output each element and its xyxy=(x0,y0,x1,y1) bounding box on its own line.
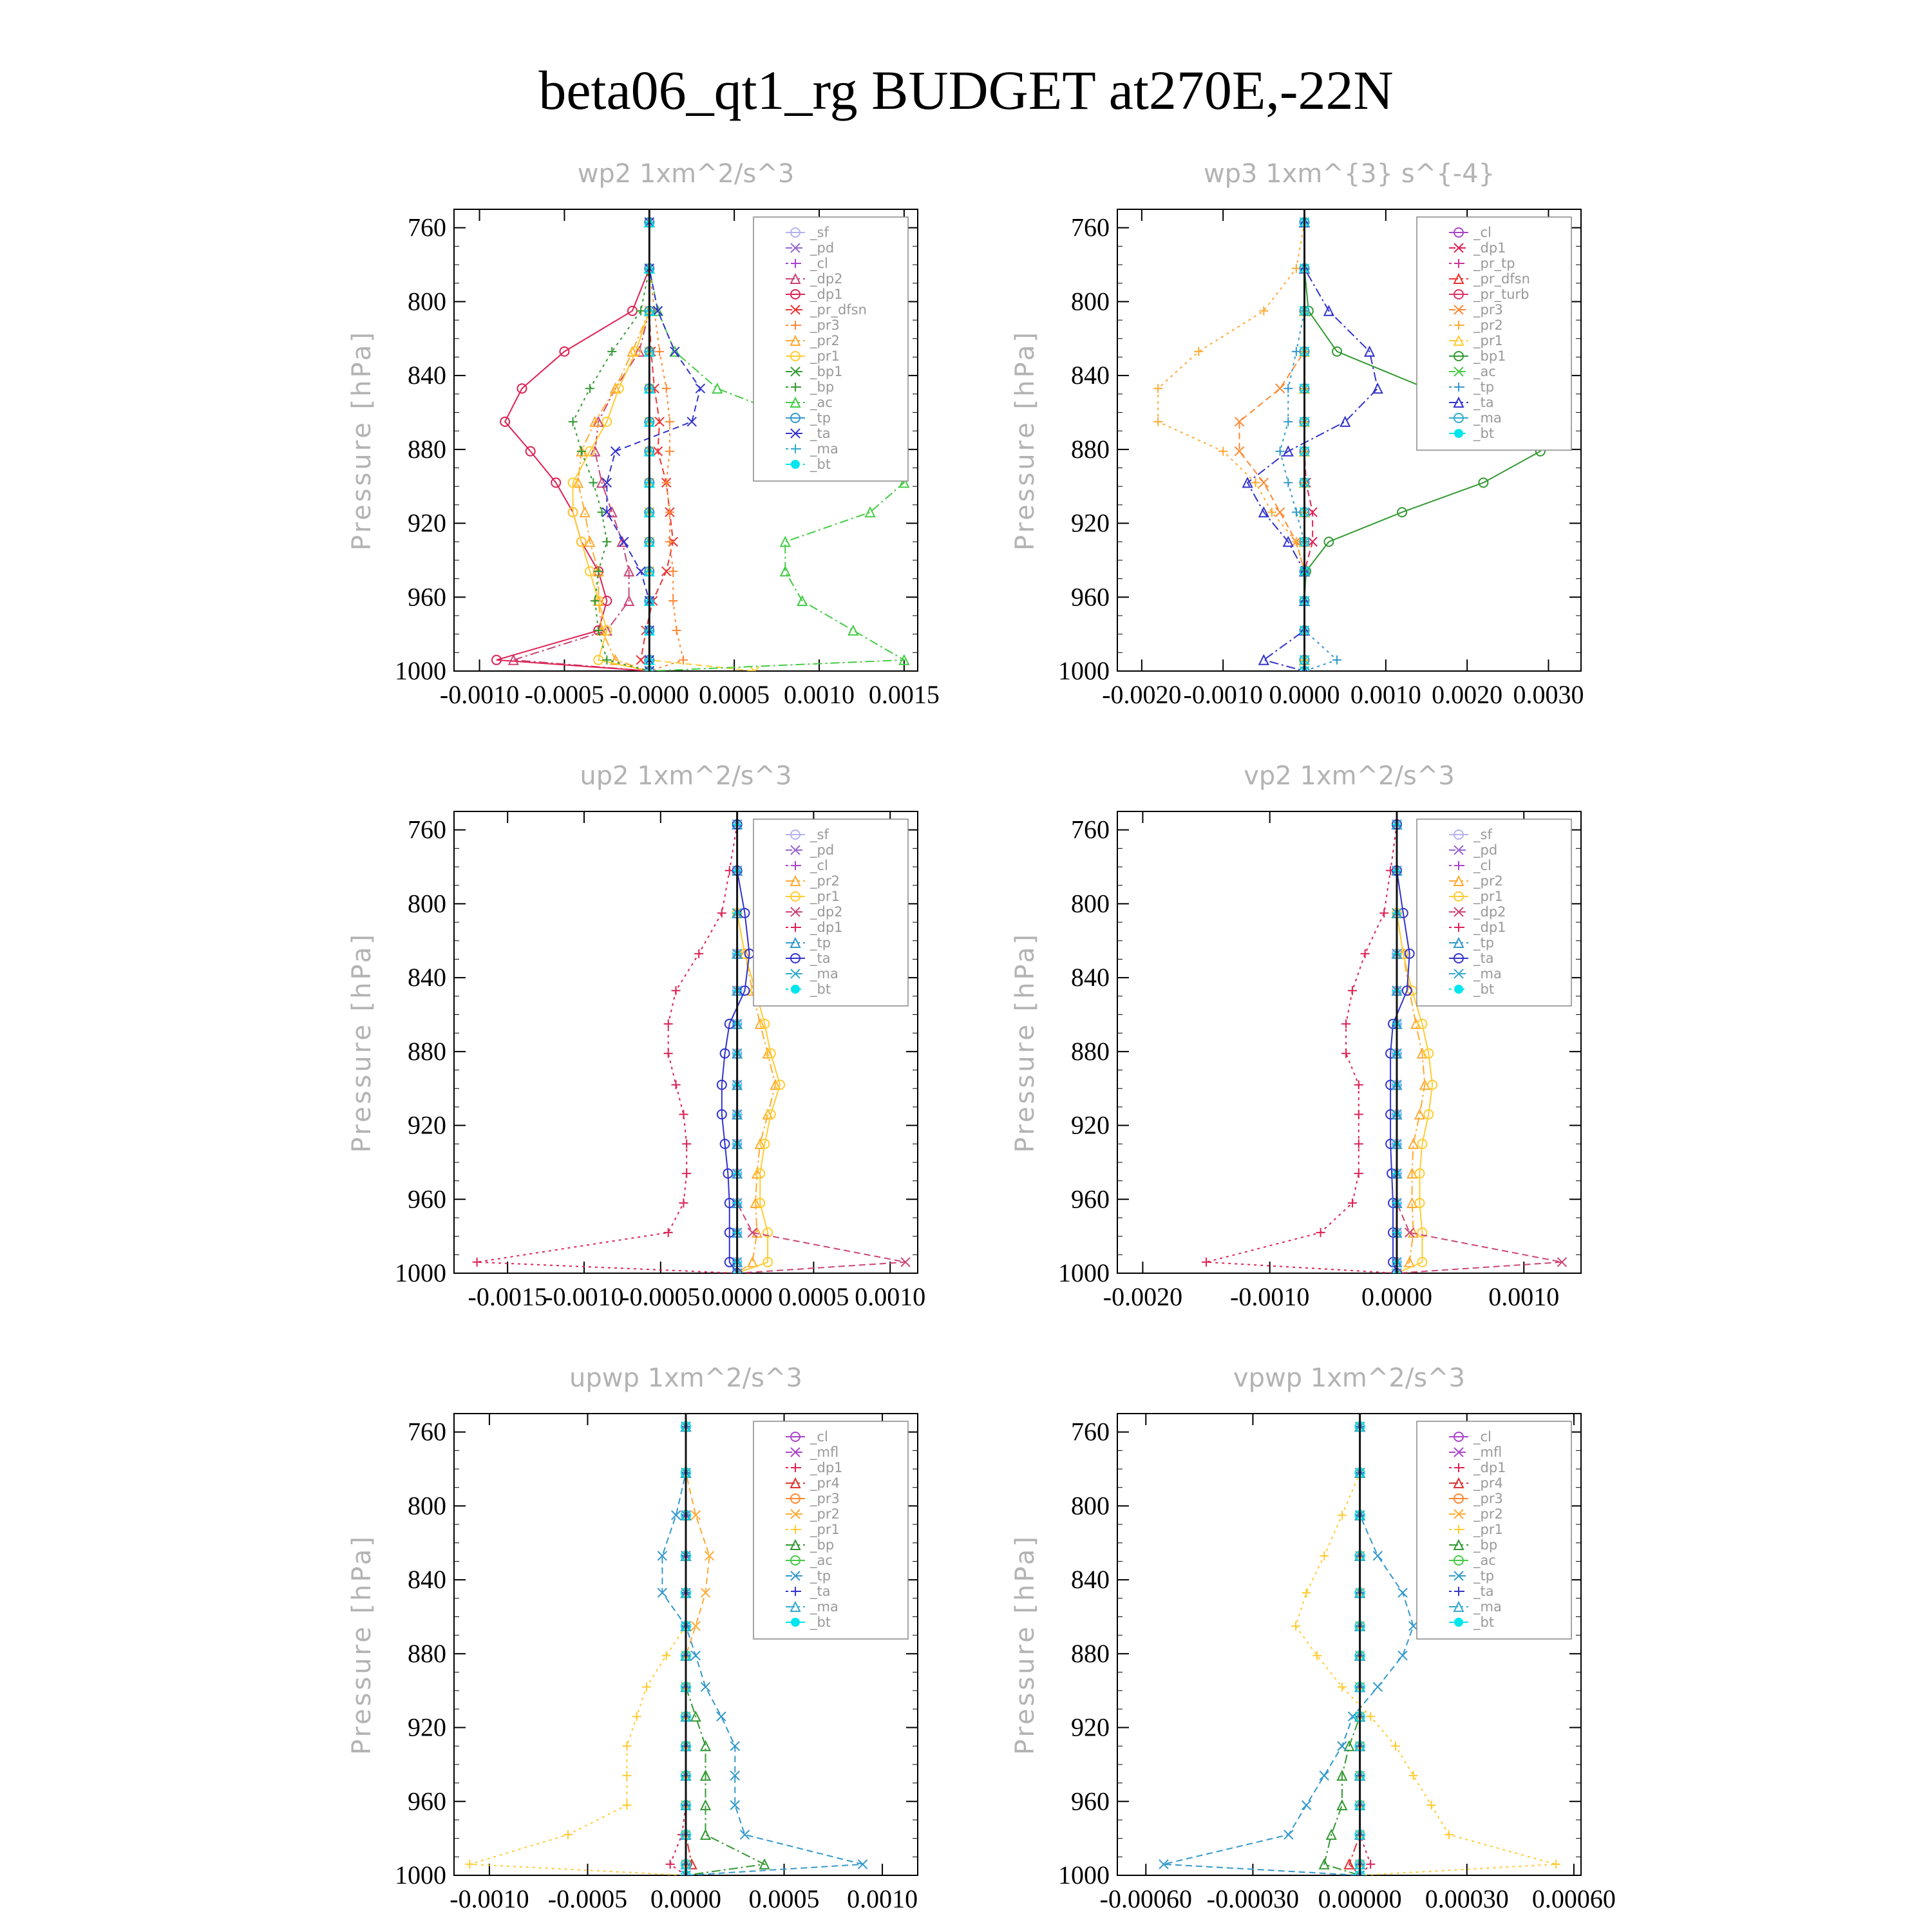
legend-entry: _dp1 xyxy=(810,1460,843,1475)
y-tick-label: 880 xyxy=(1071,1036,1110,1066)
x-tick-label: 0.0010 xyxy=(855,1282,926,1311)
data-point xyxy=(1444,1830,1454,1839)
y-tick-label: 840 xyxy=(1071,963,1110,992)
legend-entry: _dp2 xyxy=(810,271,843,287)
legend-entry: _cl xyxy=(810,858,828,873)
y-tick-label: 1000 xyxy=(395,1861,446,1889)
data-point xyxy=(1291,1622,1300,1631)
panel-title: up2 1xm^2/s^3 xyxy=(580,761,792,791)
legend-entry: _tp xyxy=(810,410,831,426)
figure-title: beta06_qt1_rg BUDGET at270E,-22N xyxy=(538,59,1394,121)
data-point xyxy=(1398,1588,1407,1597)
legend-entry: _bp1 xyxy=(810,364,843,379)
legend-entry: _pr1 xyxy=(810,348,840,364)
data-point xyxy=(1354,1139,1363,1148)
y-tick-label: 920 xyxy=(1071,508,1110,538)
series-line-dp1 xyxy=(1206,824,1397,1273)
legend-entry: _pr3 xyxy=(810,317,840,333)
data-point xyxy=(602,537,611,546)
legend-entry: _pd xyxy=(1473,842,1498,858)
data-point xyxy=(691,1651,700,1660)
data-point xyxy=(713,384,722,393)
legend-entry: _bt xyxy=(810,457,831,472)
data-point xyxy=(679,1110,688,1119)
data-point xyxy=(1366,1860,1375,1869)
x-tick-label: 0.0010 xyxy=(847,1884,918,1913)
legend-entry: _bp xyxy=(1473,1537,1498,1553)
legend-entry: _ac xyxy=(1473,1553,1496,1568)
chart-panel-5 xyxy=(347,1363,918,1913)
y-tick-label: 960 xyxy=(408,582,446,612)
data-point xyxy=(1379,909,1388,918)
y-tick-label: 800 xyxy=(408,1491,446,1520)
y-tick-label: 760 xyxy=(1071,815,1110,844)
data-point xyxy=(1302,1801,1311,1810)
legend-entry: _sf xyxy=(1473,827,1492,842)
y-tick-label: 960 xyxy=(1071,1184,1110,1214)
legend-entry: _bp xyxy=(810,1537,835,1553)
legend-entry: _ac xyxy=(810,395,833,410)
data-point xyxy=(607,347,616,356)
data-point xyxy=(1202,1258,1211,1267)
legend-entry: _ac xyxy=(1473,364,1496,379)
data-point xyxy=(694,949,703,958)
y-tick-label: 880 xyxy=(408,434,446,464)
y-tick-label: 960 xyxy=(408,1184,446,1214)
x-tick-label: -0.0015 xyxy=(468,1282,547,1311)
data-point xyxy=(1415,1110,1424,1119)
data-point xyxy=(465,1860,474,1869)
x-tick-label: -0.0010 xyxy=(439,680,520,709)
data-point xyxy=(748,1258,757,1267)
panel-title: vp2 1xm^2/s^3 xyxy=(1244,761,1455,791)
data-point xyxy=(664,1049,673,1058)
y-tick-label: 1000 xyxy=(1058,1861,1110,1889)
data-point xyxy=(585,384,594,393)
legend-entry: _ma xyxy=(810,966,838,981)
y-tick-label: 1000 xyxy=(395,1258,446,1287)
x-tick-label: -0.0005 xyxy=(547,1884,628,1913)
data-point xyxy=(849,626,858,635)
legend-entry: _tp xyxy=(1473,379,1495,395)
legend-entry: _mfl xyxy=(810,1444,839,1460)
x-tick-label: 0.0000 xyxy=(1361,1282,1432,1311)
chart-panel-2 xyxy=(1010,159,1584,709)
x-tick-label: 0.0000 xyxy=(1269,680,1340,709)
data-point xyxy=(672,626,681,635)
data-point xyxy=(672,986,681,995)
x-tick-label: 0.0030 xyxy=(1513,680,1584,709)
data-point xyxy=(632,1712,641,1721)
chart-panel-3 xyxy=(347,761,925,1311)
data-point xyxy=(473,1258,482,1267)
legend-entry: _pr2 xyxy=(1473,1506,1503,1522)
series-line-pr1 xyxy=(469,1426,686,1875)
legend-entry: _mfl xyxy=(1473,1444,1502,1460)
data-point xyxy=(636,567,645,576)
data-point xyxy=(642,1682,651,1691)
data-point xyxy=(564,1830,573,1839)
legend-marker xyxy=(1454,985,1463,994)
x-tick-label: -0.0020 xyxy=(1102,680,1182,709)
legend-entry: _tp xyxy=(1473,935,1495,951)
y-tick-label: 880 xyxy=(1071,1638,1110,1668)
data-point xyxy=(620,537,629,546)
legend-entry: _pr_dfsn xyxy=(810,302,867,317)
data-point xyxy=(665,417,674,426)
y-tick-label: 960 xyxy=(1071,582,1110,612)
legend-entry: _pd xyxy=(810,842,835,858)
y-tick-label: 800 xyxy=(1071,1491,1110,1520)
data-point xyxy=(672,1080,681,1089)
data-point xyxy=(1354,1169,1363,1178)
y-axis-label: Pressure [hPa] xyxy=(1010,932,1040,1153)
legend-entry: _pd xyxy=(810,240,835,256)
y-tick-label: 1000 xyxy=(1058,656,1110,685)
legend-entry: _sf xyxy=(810,225,829,240)
data-point xyxy=(666,1860,675,1869)
legend-entry: _bt xyxy=(1473,1615,1495,1630)
data-point xyxy=(607,507,616,516)
data-point xyxy=(717,1712,726,1721)
x-tick-label: -0.0010 xyxy=(544,1282,624,1311)
legend-entry: _ma xyxy=(810,441,838,457)
legend-entry: _dp1 xyxy=(1473,1460,1506,1475)
data-point xyxy=(611,447,620,456)
legend-entry: _ac xyxy=(810,1553,833,1568)
data-point xyxy=(682,1139,691,1148)
data-point xyxy=(1426,1801,1435,1810)
data-point xyxy=(687,417,696,426)
data-point xyxy=(1361,949,1370,958)
legend-entry: _pr3 xyxy=(810,1491,840,1506)
y-tick-label: 880 xyxy=(408,1638,446,1668)
data-point xyxy=(1366,1712,1375,1721)
legend-entry: _ma xyxy=(1473,1599,1502,1615)
chart-panel-4 xyxy=(1010,761,1581,1311)
data-point xyxy=(691,1511,700,1520)
legend-entry: _bp1 xyxy=(1473,348,1506,364)
y-tick-label: 880 xyxy=(1071,434,1110,464)
legend-entry: _dp1 xyxy=(1473,240,1506,256)
legend-entry: _ta xyxy=(1473,395,1494,410)
legend-entry: _pr2 xyxy=(810,1506,840,1522)
x-tick-label: -0.0005 xyxy=(621,1282,701,1311)
y-tick-label: 760 xyxy=(408,815,446,844)
legend-entry: _pr2 xyxy=(1473,873,1503,889)
legend-entry: _ta xyxy=(810,426,831,441)
y-tick-label: 760 xyxy=(408,1417,446,1446)
x-tick-label: 0.00000 xyxy=(1318,1884,1402,1913)
y-tick-label: 920 xyxy=(408,1110,446,1140)
legend-entry: _bt xyxy=(810,1615,831,1630)
panel-title: upwp 1xm^2/s^3 xyxy=(569,1363,802,1393)
y-tick-label: 880 xyxy=(408,1036,446,1066)
series-line-pr2 xyxy=(1158,222,1304,671)
data-point xyxy=(1338,1801,1347,1810)
y-tick-label: 840 xyxy=(408,1565,446,1595)
legend-entry: _pr4 xyxy=(1473,1475,1503,1491)
data-point xyxy=(1341,1019,1350,1028)
legend-entry: _bt xyxy=(1473,981,1495,997)
y-tick-label: 840 xyxy=(1071,1565,1110,1595)
panel-title: wp2 1xm^2/s^3 xyxy=(577,159,795,189)
series-line-tp xyxy=(1164,1426,1414,1875)
data-point xyxy=(668,596,677,605)
legend-entry: _pr3 xyxy=(1473,1491,1503,1506)
data-point xyxy=(622,1771,631,1780)
y-tick-label: 920 xyxy=(408,508,446,538)
legend-entry: _dp1 xyxy=(810,287,843,302)
legend-entry: _dp1 xyxy=(810,920,843,935)
series-line-pr1x xyxy=(649,222,755,671)
legend-marker xyxy=(1454,1618,1463,1627)
legend-entry: _cl xyxy=(810,256,828,271)
data-point xyxy=(1338,1511,1347,1520)
chart-panel-6 xyxy=(1010,1363,1616,1913)
y-tick-label: 1000 xyxy=(395,656,446,685)
data-point xyxy=(580,507,589,516)
data-point xyxy=(1284,1830,1293,1839)
data-point xyxy=(1316,1228,1325,1237)
data-point xyxy=(672,1511,681,1520)
data-point xyxy=(1354,1110,1363,1119)
x-tick-label: 0.0020 xyxy=(1432,680,1503,709)
x-tick-label: 0.0015 xyxy=(868,680,940,709)
x-tick-label: -0.00030 xyxy=(1206,1884,1300,1913)
legend-entry: _pr2 xyxy=(810,873,840,889)
data-point xyxy=(691,1622,700,1631)
x-tick-label: 0.0005 xyxy=(699,680,770,709)
legend-entry: _cl xyxy=(1473,225,1492,240)
legend-entry: _bp xyxy=(810,379,835,395)
data-point xyxy=(1302,1588,1311,1597)
data-point xyxy=(589,478,598,487)
y-tick-label: 840 xyxy=(1071,361,1110,390)
data-point xyxy=(682,1169,691,1178)
legend-entry: _pr2 xyxy=(1473,317,1503,333)
data-point xyxy=(781,567,790,576)
series-line-dp1 xyxy=(477,824,737,1273)
chart-panel-1 xyxy=(347,159,940,709)
legend-entry: _pr_dfsn xyxy=(1473,271,1530,287)
data-point xyxy=(1398,1651,1407,1660)
y-tick-label: 1000 xyxy=(1058,1258,1110,1287)
x-tick-label: -0.0010 xyxy=(1230,1282,1310,1311)
data-point xyxy=(636,307,645,316)
series-line-pr3 xyxy=(649,222,683,671)
data-point xyxy=(622,1801,631,1810)
data-point xyxy=(1251,478,1260,487)
x-tick-label: 0.0000 xyxy=(650,1884,721,1913)
data-point xyxy=(1373,1551,1382,1560)
x-tick-label: 0.0010 xyxy=(784,680,855,709)
data-point xyxy=(655,347,664,356)
legend-entry: _pr1 xyxy=(810,889,840,904)
legend-entry: _tp xyxy=(810,1568,831,1584)
data-point xyxy=(858,1860,867,1869)
data-point xyxy=(696,384,705,393)
y-tick-label: 760 xyxy=(408,213,446,242)
y-axis-label: Pressure [hPa] xyxy=(1010,330,1040,551)
legend-entry: _ta xyxy=(1473,951,1494,966)
series-line-bp xyxy=(1324,1426,1359,1875)
x-tick-label: 0.00060 xyxy=(1531,1884,1616,1913)
x-tick-label: -0.0010 xyxy=(450,1884,529,1913)
legend-entry: _cl xyxy=(1473,1429,1492,1444)
legend-entry: _pr1 xyxy=(1473,333,1503,348)
data-point xyxy=(741,1830,750,1839)
data-point xyxy=(653,447,662,456)
data-point xyxy=(1320,1771,1329,1780)
data-point xyxy=(1259,307,1268,316)
x-tick-label: 0.00030 xyxy=(1425,1884,1509,1913)
y-axis-label: Pressure [hPa] xyxy=(1010,1534,1040,1755)
data-point xyxy=(1276,384,1285,393)
x-tick-label: -0.0010 xyxy=(1183,680,1263,709)
series-line-pr3 xyxy=(1239,222,1304,671)
legend-entry: _dp2 xyxy=(810,904,843,920)
data-point xyxy=(1341,1049,1350,1058)
legend-entry: _sf xyxy=(810,827,829,842)
panel-title: wp3 1xm^{3} s^{-4} xyxy=(1203,159,1495,189)
data-point xyxy=(1283,417,1293,426)
y-tick-label: 840 xyxy=(408,361,446,390)
data-point xyxy=(1373,384,1382,393)
y-tick-label: 920 xyxy=(408,1712,446,1742)
legend-entry: _pr3 xyxy=(1473,302,1503,317)
y-tick-label: 920 xyxy=(1071,1712,1110,1742)
panel-title: vpwp 1xm^2/s^3 xyxy=(1233,1363,1466,1393)
x-tick-label: -0.00060 xyxy=(1099,1884,1192,1913)
y-tick-label: 840 xyxy=(408,963,446,992)
x-tick-label: 0.0005 xyxy=(778,1282,849,1311)
x-tick-label: -0.0005 xyxy=(524,680,605,709)
legend-entry: _pr_turb xyxy=(1473,287,1530,302)
data-point xyxy=(1332,656,1341,665)
legend-entry: _ma xyxy=(810,1599,838,1615)
legend-entry: _ta xyxy=(810,1584,831,1599)
y-tick-label: 760 xyxy=(1071,213,1110,242)
y-tick-label: 800 xyxy=(1071,287,1110,316)
data-point xyxy=(1320,1551,1329,1560)
data-point xyxy=(597,507,606,516)
data-point xyxy=(1283,478,1293,487)
data-point xyxy=(1153,417,1162,426)
legend-entry: _tp xyxy=(1473,1568,1495,1584)
data-point xyxy=(1354,1080,1363,1089)
data-point xyxy=(1218,447,1227,456)
x-tick-label: -0.0020 xyxy=(1103,1282,1183,1311)
data-point xyxy=(664,1228,673,1237)
legend-marker xyxy=(1454,429,1463,438)
data-point xyxy=(1259,478,1268,487)
series-line-bp xyxy=(686,1426,764,1875)
data-point xyxy=(701,1830,710,1839)
data-point xyxy=(717,909,726,918)
legend-entry: _pr1 xyxy=(810,1522,840,1537)
y-axis-label: Pressure [hPa] xyxy=(347,932,377,1153)
data-point xyxy=(662,384,671,393)
legend-entry: _cl xyxy=(1473,858,1492,873)
y-axis-label: Pressure [hPa] xyxy=(347,330,377,551)
legend-marker xyxy=(791,985,800,994)
data-point xyxy=(1409,1771,1418,1780)
data-point xyxy=(1283,384,1293,393)
data-point xyxy=(569,417,578,426)
y-tick-label: 960 xyxy=(408,1786,446,1816)
data-point xyxy=(664,1019,673,1028)
series-line-ta xyxy=(1247,222,1378,671)
legend-entry: _dp2 xyxy=(1473,904,1506,920)
data-point xyxy=(622,1741,631,1750)
data-point xyxy=(661,1651,670,1660)
y-tick-label: 800 xyxy=(408,287,446,316)
legend-entry: _ta xyxy=(1473,1584,1494,1599)
data-point xyxy=(1338,1741,1347,1750)
legend-entry: _cl xyxy=(810,1429,828,1444)
legend-entry: _ma xyxy=(1473,410,1502,426)
data-point xyxy=(1391,1741,1400,1750)
data-point xyxy=(1276,507,1285,516)
legend-entry: _ta xyxy=(810,951,831,966)
legend-marker xyxy=(791,460,800,469)
legend-entry: _bt xyxy=(810,981,831,997)
data-point xyxy=(665,447,674,456)
legend-entry: _pr_tp xyxy=(1473,256,1515,271)
data-point xyxy=(701,1682,710,1691)
legend-entry: _pr4 xyxy=(810,1475,840,1491)
y-axis-label: Pressure [hPa] xyxy=(347,1534,377,1755)
legend-entry: _pr2 xyxy=(810,333,840,348)
data-point xyxy=(1259,656,1268,665)
x-tick-label: 0.0010 xyxy=(1488,1282,1560,1311)
x-tick-label: 0.0000 xyxy=(701,1282,773,1311)
y-tick-label: 960 xyxy=(1071,1786,1110,1816)
legend-entry: _pr1 xyxy=(1473,889,1503,904)
data-point xyxy=(1551,1860,1560,1869)
x-tick-label: -0.0000 xyxy=(609,680,689,709)
data-point xyxy=(1373,1682,1382,1691)
legend-entry: _pr1 xyxy=(1473,1522,1503,1537)
y-tick-label: 800 xyxy=(408,889,446,918)
y-tick-label: 800 xyxy=(1071,889,1110,918)
legend-entry: _tp xyxy=(810,935,831,951)
data-point xyxy=(679,1198,688,1208)
legend-entry: _dp1 xyxy=(1473,920,1506,935)
legend-entry: _ma xyxy=(1473,966,1502,981)
data-point xyxy=(1348,986,1357,995)
legend-marker xyxy=(791,1618,800,1627)
legend-entry: _bt xyxy=(1473,426,1495,441)
x-tick-label: 0.0010 xyxy=(1350,680,1421,709)
data-point xyxy=(1276,447,1285,456)
y-tick-label: 920 xyxy=(1071,1110,1110,1140)
y-tick-label: 760 xyxy=(1071,1417,1110,1446)
x-tick-label: 0.0005 xyxy=(748,1884,820,1913)
data-point xyxy=(636,656,645,665)
